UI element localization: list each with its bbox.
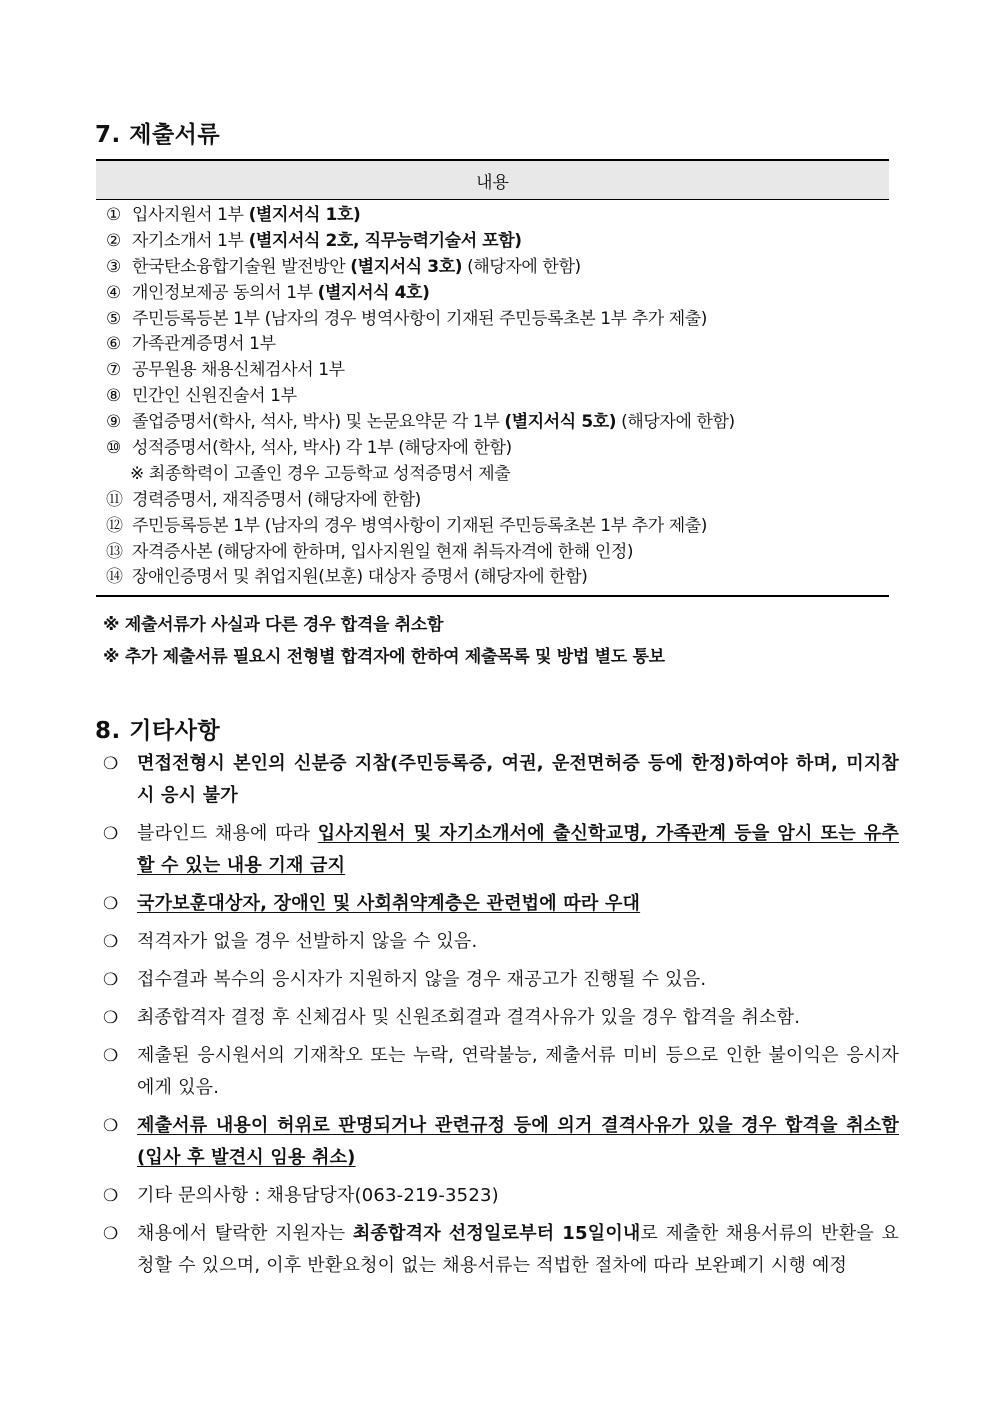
circle-bullet-icon: ❍ — [103, 1186, 119, 1206]
item-number: ⑬ — [106, 541, 123, 562]
etc-item — [103, 964, 899, 996]
etc-text: 입사지원서 및 자기소개서에 출신학교명, 가족관계 등을 암시 또는 유추 할 수 있는 내용 기재 금지 — [137, 823, 899, 876]
item-text: 성적증명서(학사, 석사, 박사) 각 1부 (해당자에 한함) — [132, 438, 512, 459]
document-item — [96, 540, 889, 566]
document-item — [96, 255, 889, 281]
etc-text: 최종합격자 결정 후 신체검사 및 신원조회결과 결격사유가 있을 경우 합격을 취소함. — [137, 1007, 801, 1028]
etc-text: 채용에서 탈락한 지원자는 — [137, 1223, 353, 1244]
item-number: ⑨ — [106, 412, 121, 433]
item-number: ④ — [106, 282, 121, 303]
item-text: 장애인증명서 및 취업지원(보훈) 대상자 증명서 (해당자에 한함) — [132, 567, 588, 588]
circle-bullet-icon: ❍ — [103, 824, 119, 844]
etc-text: 최종합격자 선정일로부터 15일이내 — [352, 1223, 641, 1244]
item-form-ref: (별지서식 5호) — [504, 412, 617, 433]
etc-item — [103, 1180, 899, 1212]
circle-bullet-icon: ❍ — [103, 1046, 119, 1066]
document-item — [96, 332, 889, 358]
item-text: ※ 최종학력이 고졸인 경우 고등학교 성적증명서 제출 — [130, 463, 511, 484]
documents-table — [96, 159, 889, 597]
item-text: 가족관계증명서 1부 — [132, 334, 276, 355]
document-item — [96, 307, 889, 333]
etc-text: 접수결과 복수의 응시자가 지원하지 않을 경우 재공고가 진행될 수 있음. — [137, 969, 707, 990]
item-number: ⑥ — [106, 334, 121, 355]
document-item — [96, 410, 889, 436]
circle-bullet-icon: ❍ — [103, 1008, 119, 1028]
document-item — [96, 488, 889, 514]
etc-item — [103, 1218, 899, 1282]
item-form-ref: (별지서식 2호, 직무능력기술서 포함) — [248, 230, 522, 251]
document-item — [96, 462, 889, 488]
document-item — [96, 436, 889, 462]
circle-bullet-icon: ❍ — [103, 970, 119, 990]
document-item — [96, 514, 889, 540]
item-number: ⑤ — [106, 308, 121, 329]
item-form-ref: (별지서식 1호) — [248, 205, 361, 225]
item-text: 자격증사본 (해당자에 한하며, 입사지원일 현재 취득자격에 한해 인정) — [132, 541, 634, 562]
etc-text: 적격자가 없을 경우 선발하지 않을 수 있음. — [137, 931, 478, 952]
etc-text: 면접전형시 본인의 신분증 지참(주민등록증, 여권, 운전면허증 등에 한정)하여야 하며, 미지참시 응시 불가 — [137, 753, 899, 806]
etc-item — [103, 926, 899, 958]
document-item — [96, 565, 889, 591]
item-number: ② — [106, 230, 121, 251]
etc-list — [103, 748, 899, 1288]
circle-bullet-icon: ❍ — [103, 754, 119, 774]
item-text: 졸업증명서(학사, 석사, 박사) 및 논문요약문 각 1부 — [132, 412, 505, 433]
item-number: ⑩ — [106, 438, 121, 459]
etc-item — [103, 1002, 899, 1034]
item-form-ref: (별지서식 4호) — [317, 282, 430, 303]
item-number: ① — [106, 205, 121, 225]
document-item — [96, 281, 889, 307]
etc-item — [103, 748, 899, 812]
item-note: (해당자에 한함) — [462, 256, 581, 277]
document-item — [96, 229, 889, 255]
note-line: ※ 추가 제출서류 필요시 전형별 합격자에 한하여 제출목록 및 방법 별도 통보 — [103, 647, 665, 667]
etc-text: 제출된 응시원서의 기재착오 또는 누락, 연락불능, 제출서류 미비 등으로 인한 불이익은 응시자에게 있음. — [137, 1045, 899, 1098]
document-item — [96, 384, 889, 410]
etc-text: 로 제출한 채용서류의 반환을 요청할 수 있으며, 이후 반환요청이 없는 채용서류는 적법한 절차에 따라 보완폐기 시행 예정 — [137, 1223, 899, 1276]
item-number: ⑫ — [106, 515, 123, 536]
item-text: 민간인 신원진술서 1부 — [132, 386, 297, 407]
item-text: 자기소개서 1부 — [132, 230, 249, 251]
item-note: (해당자에 한함) — [616, 412, 735, 433]
etc-item — [103, 1110, 899, 1174]
item-number: ⑦ — [106, 360, 121, 381]
etc-item — [103, 818, 899, 882]
etc-text: 블라인드 채용에 따라 — [137, 823, 318, 844]
etc-item — [103, 888, 899, 920]
etc-text: 국가보훈대상자, 장애인 및 사회취약계층은 관련법에 따라 우대 — [137, 893, 641, 914]
circle-bullet-icon: ❍ — [103, 894, 119, 914]
document-item — [96, 358, 889, 384]
circle-bullet-icon: ❍ — [103, 1116, 119, 1136]
circle-bullet-icon: ❍ — [103, 932, 119, 952]
section-8-title: 8. 기타사항 — [95, 718, 221, 744]
etc-text: 기타 문의사항 : 채용담당자(063-219-3523) — [137, 1185, 499, 1206]
item-text: 주민등록등본 1부 (남자의 경우 병역사항이 기재된 주민등록초본 1부 추가 제출) — [132, 308, 708, 329]
item-text: 경력증명서, 재직증명서 (해당자에 한함) — [132, 489, 421, 510]
etc-item — [103, 1040, 899, 1104]
table-body — [96, 200, 889, 597]
item-text: 개인정보제공 동의서 1부 — [132, 282, 318, 303]
item-number: ⑧ — [106, 386, 121, 407]
item-text: 입사지원서 1부 — [132, 205, 249, 225]
section-7-title: 7. 제출서류 — [95, 122, 221, 148]
document-item — [96, 203, 889, 229]
table-header: 내용 — [96, 159, 889, 200]
item-text: 공무원용 채용신체검사서 1부 — [132, 360, 345, 381]
item-form-ref: (별지서식 3호) — [350, 256, 463, 277]
submission-notes — [103, 612, 665, 676]
item-text: 한국탄소융합기술원 발전방안 — [132, 256, 351, 277]
circle-bullet-icon: ❍ — [103, 1224, 119, 1244]
note-line: ※ 제출서류가 사실과 다른 경우 합격을 취소함 — [103, 615, 444, 635]
item-text: 주민등록등본 1부 (남자의 경우 병역사항이 기재된 주민등록초본 1부 추가 제출) — [132, 515, 708, 536]
item-number: ⑭ — [106, 567, 123, 588]
etc-text: 제출서류 내용이 허위로 판명되거나 관련규정 등에 의거 결격사유가 있을 경우 합격을 취소함(입사 후 발견시 임용 취소) — [137, 1115, 899, 1168]
item-number: ⑪ — [106, 489, 123, 510]
item-number: ③ — [106, 256, 121, 277]
